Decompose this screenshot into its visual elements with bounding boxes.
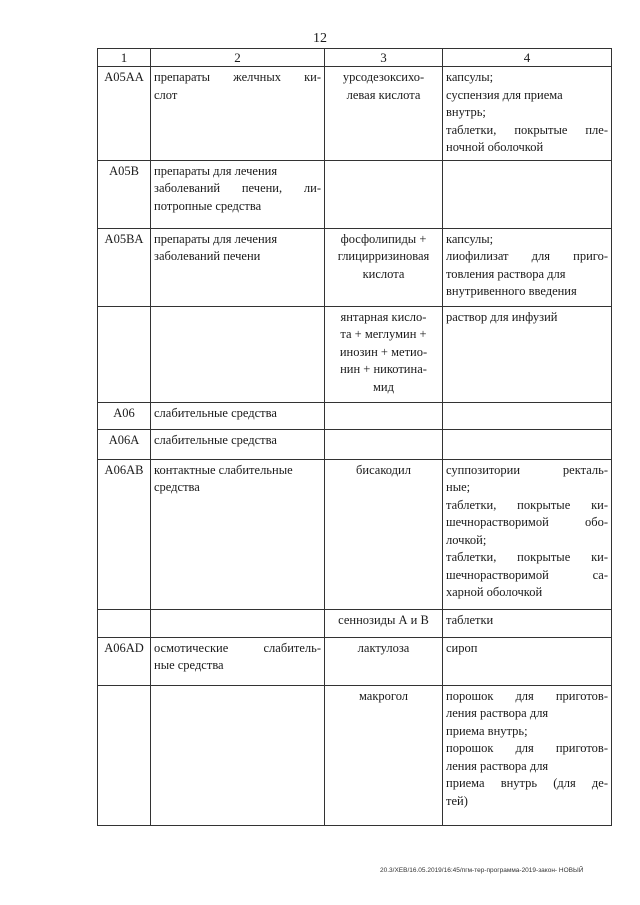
substance-cell	[325, 67, 443, 161]
substance-line: бисакодил	[356, 462, 411, 477]
header-col-2: 2	[151, 49, 325, 67]
substance-cell	[325, 228, 443, 306]
pharmacological-group-line: контактные слабительные	[154, 462, 293, 477]
atc-code-line: A06AB	[104, 462, 144, 477]
pharmacological-group-line: потропные средства	[154, 198, 262, 213]
pharmacological-group-cell	[151, 67, 325, 161]
dosage-forms-line: сироп	[446, 640, 478, 655]
dosage-forms-cell	[443, 402, 612, 429]
substance-cell	[325, 160, 443, 228]
dosage-forms-line: харной оболочкой	[446, 585, 543, 599]
substance-cell	[325, 459, 443, 609]
dosage-forms-line: шечнорастворимой обо-	[446, 515, 608, 529]
pharmacological-group-cell	[151, 609, 325, 637]
header-col-3: 3	[325, 49, 443, 67]
table-row	[98, 637, 612, 685]
atc-code-cell	[98, 459, 151, 609]
pharmacological-group-line: заболеваний печени	[154, 249, 261, 263]
pharmacological-group-cell	[151, 160, 325, 228]
pharmacological-group-line: слабительные средства	[154, 405, 277, 420]
medicines-table	[97, 48, 612, 826]
atc-code-line: A06AD	[104, 640, 144, 655]
substance-cell	[325, 637, 443, 685]
substance-cell	[325, 685, 443, 825]
pharmacological-group-cell	[151, 637, 325, 685]
atc-code-line: A05AA	[104, 70, 144, 84]
dosage-forms-line: лочкой;	[446, 532, 487, 547]
pharmacological-group-cell	[151, 306, 325, 402]
dosage-forms-cell	[443, 228, 612, 306]
pharmacological-group-cell	[151, 228, 325, 306]
dosage-forms-cell	[443, 637, 612, 685]
dosage-forms-cell	[443, 685, 612, 825]
dosage-forms-line: приема внутрь (для де-	[446, 776, 608, 790]
table-row	[98, 609, 612, 637]
pharmacological-group-cell	[151, 459, 325, 609]
atc-code-cell	[98, 637, 151, 685]
dosage-forms-line: шечнорастворимой са-	[446, 567, 608, 582]
atc-code-cell	[98, 609, 151, 637]
dosage-forms-line: тей)	[446, 793, 468, 808]
table-row	[98, 402, 612, 429]
substance-line: мид	[373, 379, 394, 394]
substance-line: та + меглумин +	[340, 327, 427, 341]
dosage-forms-line: суппозитории ректаль-	[446, 462, 608, 477]
dosage-forms-line: ные;	[446, 480, 471, 494]
dosage-forms-cell	[443, 459, 612, 609]
pharmacological-group-line: заболеваний печени, ли-	[154, 181, 321, 195]
header-col-1: 1	[98, 49, 151, 67]
dosage-forms-line: внутривенного введения	[446, 284, 577, 298]
atc-code-line: A06	[113, 405, 135, 420]
dosage-forms-line: раствор для инфузий	[446, 309, 558, 324]
dosage-forms-cell	[443, 160, 612, 228]
atc-code-line: A06A	[108, 432, 140, 447]
table-row	[98, 429, 612, 459]
substance-cell	[325, 306, 443, 402]
pharmacological-group-cell	[151, 429, 325, 459]
dosage-forms-line: таблетки, покрытые ки-	[446, 550, 608, 564]
pharmacological-group-line: слот	[154, 87, 178, 102]
table-row	[98, 160, 612, 228]
dosage-forms-line: ления раствора для	[446, 758, 549, 773]
dosage-forms-line: порошок для приготов-	[446, 688, 608, 703]
page-number: 12	[313, 31, 327, 46]
pharmacological-group-line: средства	[154, 480, 200, 494]
substance-line: макрогол	[358, 688, 409, 703]
table-header-row	[98, 49, 612, 67]
dosage-forms-line: ления раствора для	[446, 706, 549, 720]
dosage-forms-line: лиофилизат для приго-	[446, 249, 608, 263]
table-row	[98, 459, 612, 609]
footer-print-stamp: 20.3/ХЕВ/16.05.2019/16:45/пгм-тер-программа-2019-закон- НОВЫЙ	[380, 867, 584, 874]
substance-line: фосфолипиды +	[340, 231, 427, 246]
table-row	[98, 306, 612, 402]
atc-code-cell	[98, 160, 151, 228]
atc-code-cell	[98, 685, 151, 825]
substance-cell	[325, 402, 443, 429]
substance-line: лактулоза	[357, 640, 410, 655]
dosage-forms-cell	[443, 67, 612, 161]
dosage-forms-cell	[443, 609, 612, 637]
substance-line: кислота	[362, 266, 405, 281]
atc-code-cell	[98, 306, 151, 402]
dosage-forms-line: ночной оболочкой	[446, 140, 544, 154]
table-row	[98, 685, 612, 825]
dosage-forms-line: суспензия для приема	[446, 87, 563, 102]
substance-cell	[325, 429, 443, 459]
substance-line: левая кислота	[346, 87, 421, 102]
atc-code-cell	[98, 429, 151, 459]
substance-line: инозин + метио-	[339, 344, 428, 359]
table-row	[98, 67, 612, 161]
pharmacological-group-line: препараты желчных ки-	[154, 70, 321, 84]
header-col-4: 4	[443, 49, 612, 67]
pharmacological-group-line: препараты для лечения	[154, 231, 278, 246]
substance-line: янтарная кисло-	[340, 309, 427, 324]
atc-code-line: A05B	[109, 163, 139, 178]
dosage-forms-line: приема внутрь;	[446, 723, 528, 738]
substance-cell	[325, 609, 443, 637]
dosage-forms-line: капсулы;	[446, 231, 494, 246]
pharmacological-group-cell	[151, 402, 325, 429]
dosage-forms-line: таблетки	[446, 612, 494, 627]
atc-code-cell	[98, 67, 151, 161]
substance-line: урсодезоксихо-	[342, 70, 425, 84]
pharmacological-group-line: ные средства	[154, 658, 224, 672]
pharmacological-group-line: осмотические слабитель-	[154, 640, 321, 655]
dosage-forms-line: товления раствора для	[446, 266, 566, 281]
pharmacological-group-cell	[151, 685, 325, 825]
dosage-forms-line: таблетки, покрытые ки-	[446, 497, 608, 512]
pharmacological-group-line: слабительные средства	[154, 432, 277, 447]
dosage-forms-line: внутрь;	[446, 105, 486, 119]
dosage-forms-line: капсулы;	[446, 70, 494, 84]
atc-code-cell	[98, 402, 151, 429]
atc-code-cell	[98, 228, 151, 306]
substance-line: нин + никотина-	[340, 362, 427, 376]
substance-line: сеннозиды А и В	[338, 612, 429, 627]
substance-line: глицирризиновая	[337, 249, 430, 263]
dosage-forms-line: порошок для приготов-	[446, 741, 608, 755]
dosage-forms-cell	[443, 429, 612, 459]
pharmacological-group-line: препараты для лечения	[154, 163, 278, 178]
atc-code-line: A05BA	[104, 231, 144, 246]
dosage-forms-line: таблетки, покрытые пле-	[446, 122, 608, 137]
table-row	[98, 228, 612, 306]
dosage-forms-cell	[443, 306, 612, 402]
